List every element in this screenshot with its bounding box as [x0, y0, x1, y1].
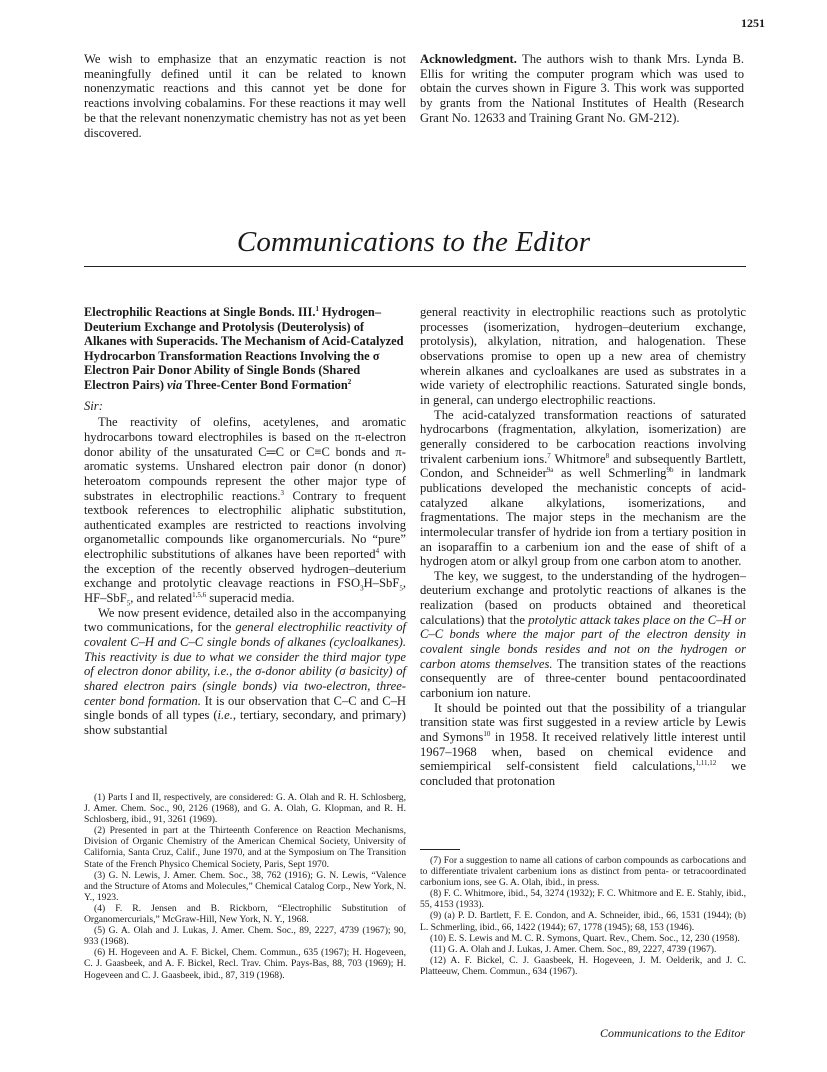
acknowledgment-text: The authors wish to thank Mrs. Lynda B. Ellis for writing the computer program which was used to obtain the curves shown in Figure 3. This work was supported by grants from the National Institutes of Health (Research Grant No. 12633 and Training Grant No. GM-212).: [420, 52, 744, 125]
footnote: (1) Parts I and II, respectively, are considered: G. A. Olah and R. H. Schlosberg, J. Amer. Chem. Soc., 90, 2126 (1968), and G. A. Olah, G. Klopman, and R. H. Schlosberg, ibid., 91, 3261 (1969).: [84, 792, 406, 826]
footnote: (4) F. R. Jensen and B. Rickborn, “Electrophilic Substitution of Organomercurials,” McGraw-Hill, New York, N. Y., 1968.: [84, 902, 406, 926]
footnotes-left: [84, 792, 406, 981]
section-title-rule: [84, 266, 746, 267]
closing-paragraph-previous-article: [84, 52, 406, 140]
footnote: (10) E. S. Lewis and M. C. R. Symons, Quart. Rev., Chem. Soc., 12, 230 (1958).: [430, 932, 740, 944]
footnote: (6) H. Hogeveen and A. F. Bickel, Chem. Commun., 635 (1967); H. Hogeveen, C. J. Gaasbeek, and A. F. Bickel, Recl. Trav. Chim. Pays-Bas, 88, 703 (1969); H. Hogeveen and C. J. Gaasbeek, ibid., 87, 319 (1968).: [84, 947, 406, 981]
closing-paragraph: We wish to emphasize that an enzymatic reaction is not meaningfully defined until it can be related to known nonenzymatic reactions and this cannot yet be done for reactions involving cobalamins. For these reactions it may well be that the relevant nonenzymatic chemistry has not as yet been discovered.: [84, 52, 406, 140]
paragraph-5: It should be pointed out that the possibility of a triangular transition state was first suggested in a review article by Lewis and Symons$^{10}$ in 1958. It received relatively little interest until 1967–1968 when, based on chemical evidence and semiempirical self-consistent field calculations,$^{1,11,12}$ we concluded that protonation: [420, 700, 746, 788]
paragraph-continued: general reactivity in electrophilic reactions such as protolytic processes (isomerization, hydrogen–deuterium exchange, protolysis), alkylation, nitration, and halogenation. These observations promise to open up a new area of chemistry wherein alkanes and cycloalkanes are used as substrates in a wide variety of electrophilic reactions. Saturated single bonds, in general, can undergo electrophilic reactions.: [420, 305, 746, 407]
footnote: (3) G. N. Lewis, J. Amer. Chem. Soc., 38, 762 (1916); G. N. Lewis, “Valence and the Structure of Atoms and Molecules,” Chemical Catalog Corp., New York, N. Y., 1923.: [84, 869, 406, 903]
acknowledgment: [420, 52, 744, 126]
section-title: Communications to the Editor: [236, 226, 591, 258]
paragraph-2: We now present evidence, detailed also in the accompanying two communications, for the general electrophilic reactivity of covalent C–H and C–C single bonds of alkanes (cycloalkanes). This reactivity is due to what we consider the third major type of electron donor ability, i.e., the σ-donor ability (σ basicity) of shared electron pairs (single bonds) via two-electron, three-center bond formation. It is our observation that C–C and C–H single bonds of all types (i.e., tertiary, secondary, and primary) show substantial: [84, 605, 407, 737]
paragraph-4: The key, we suggest, to the understanding of the hydrogen–deuterium exchange and protolytic reactions of alkanes is the realization (based on products obtained and theoretical calculations) that the protolytic attack takes place on the C–H or C–C bonds where the major part of the electron density in covalent single bonds resides and not on the hydrogen or carbon atoms themselves. The transition states of the reactions consequently are of three-center bound pentacoordinated carbonium ion nature.: [420, 568, 747, 701]
footnote: (8) F. C. Whitmore, ibid., 54, 3274 (1932); F. C. Whitmore and E. E. Stahly, ibid., 55, 4153 (1933).: [420, 888, 746, 911]
footnotes-right: [420, 855, 746, 977]
salutation: Sir:: [84, 398, 103, 413]
footnote: (12) A. F. Bickel, C. J. Gaasbeek, H. Hogeveen, J. M. Oelderik, and J. C. Platteeuw, Chem. Commun., 634 (1967).: [420, 954, 746, 977]
footnote: (11) G. A. Olah and J. Lukas, J. Amer. Chem. Soc., 89, 2227, 4739 (1967).: [430, 943, 717, 955]
acknowledgment-label: Acknowledgment.: [420, 52, 517, 66]
page-number: 1251: [741, 16, 765, 30]
footnote: (2) Presented in part at the Thirteenth Conference on Reaction Mechanisms, Division of Organic Chemistry of the American Chemical Society, University of California, Santa Cruz, Calif., June 1970, and at the Symposium on The Transition State of the French Physico Chemical Society, Paris, Sept 1970.: [84, 825, 406, 870]
footnote: (7) For a suggestion to name all cations of carbon compounds as carbocations and to differentiate trivalent carbenium ions as distinct from penta- or tetracoordinated carbonium ions, see G. A. Olah, ibid., in press.: [420, 855, 746, 889]
footnote-rule: [420, 849, 460, 850]
article-title: Electrophilic Reactions at Single Bonds. III.$^1$ Hydrogen–Deuterium Exchange and Protolysis (Deuterolysis) of Alkanes with Superacids. The Mechanism of Acid-Catalyzed Hydrocarbon Transformation Reactions Involving the σ Electron Pair Donor Ability of Single Bonds (Shared Electron Pairs) via Three-Center Bond Formation$^2$: [84, 304, 404, 392]
article-left-column: [84, 305, 406, 738]
running-footer: Communications to the Editor: [600, 1026, 745, 1040]
paragraph-3: The acid-catalyzed transformation reactions of saturated hydrocarbons (fragmentation, alkylation, isomerization) are generally considered to be carbocation reactions involving trivalent carbenium ions.$^7$ Whitmore$^8$ and subsequently Bartlett, Condon, and Schneider$^{9a}$ as well Schmerling$^{9b}$ in landmark publications developed the mechanistic concepts of acid-catalyzed alkane alkylations, isomerizations, and fragmentations. The major steps in the mechanism are the intermolecular transfer of hydride ion from a tertiary position in an isoparaffin to a carbenium ion and the ease of shift of a hydrogen atom or alkyl group from one carbon atom to another.: [420, 407, 746, 569]
paragraph-1: The reactivity of olefins, acetylenes, and aromatic hydrocarbons toward electrophiles is based on the π-electron donor ability of the unsaturated C═C or C≡C bonds and π-aromatic systems. Unshared electron pair donor (n donor) heteroatom compounds represent the other major type of substrates in electrophilic reactions.$^3$ Contrary to frequent textbook references to electrophilic aliphatic substitution, authenticated examples are restricted to reactions involving organometallic compounds like organomercurials. No “pure” electrophilic substitutions of alkanes have been reported$^4$ with the exception of the recently observed hydrogen–deuterium exchange and protolytic cleavage reactions in $FSO_3H-SbF_5$, HF–SbF$_5$, and related$^{1,5,6}$ superacid media.: [84, 415, 407, 608]
footnote: (9) (a) P. D. Bartlett, F. E. Condon, and A. Schneider, ibid., 66, 1531 (1944); (b) L. Schmerling, ibid., 66, 1422 (1944); 67, 1778 (1945); 68, 153 (1946).: [420, 910, 746, 933]
footnote: (5) G. A. Olah and J. Lukas, J. Amer. Chem. Soc., 89, 2227, 4739 (1967); 90, 933 (1968).: [84, 925, 406, 948]
article-right-column: [420, 305, 746, 789]
